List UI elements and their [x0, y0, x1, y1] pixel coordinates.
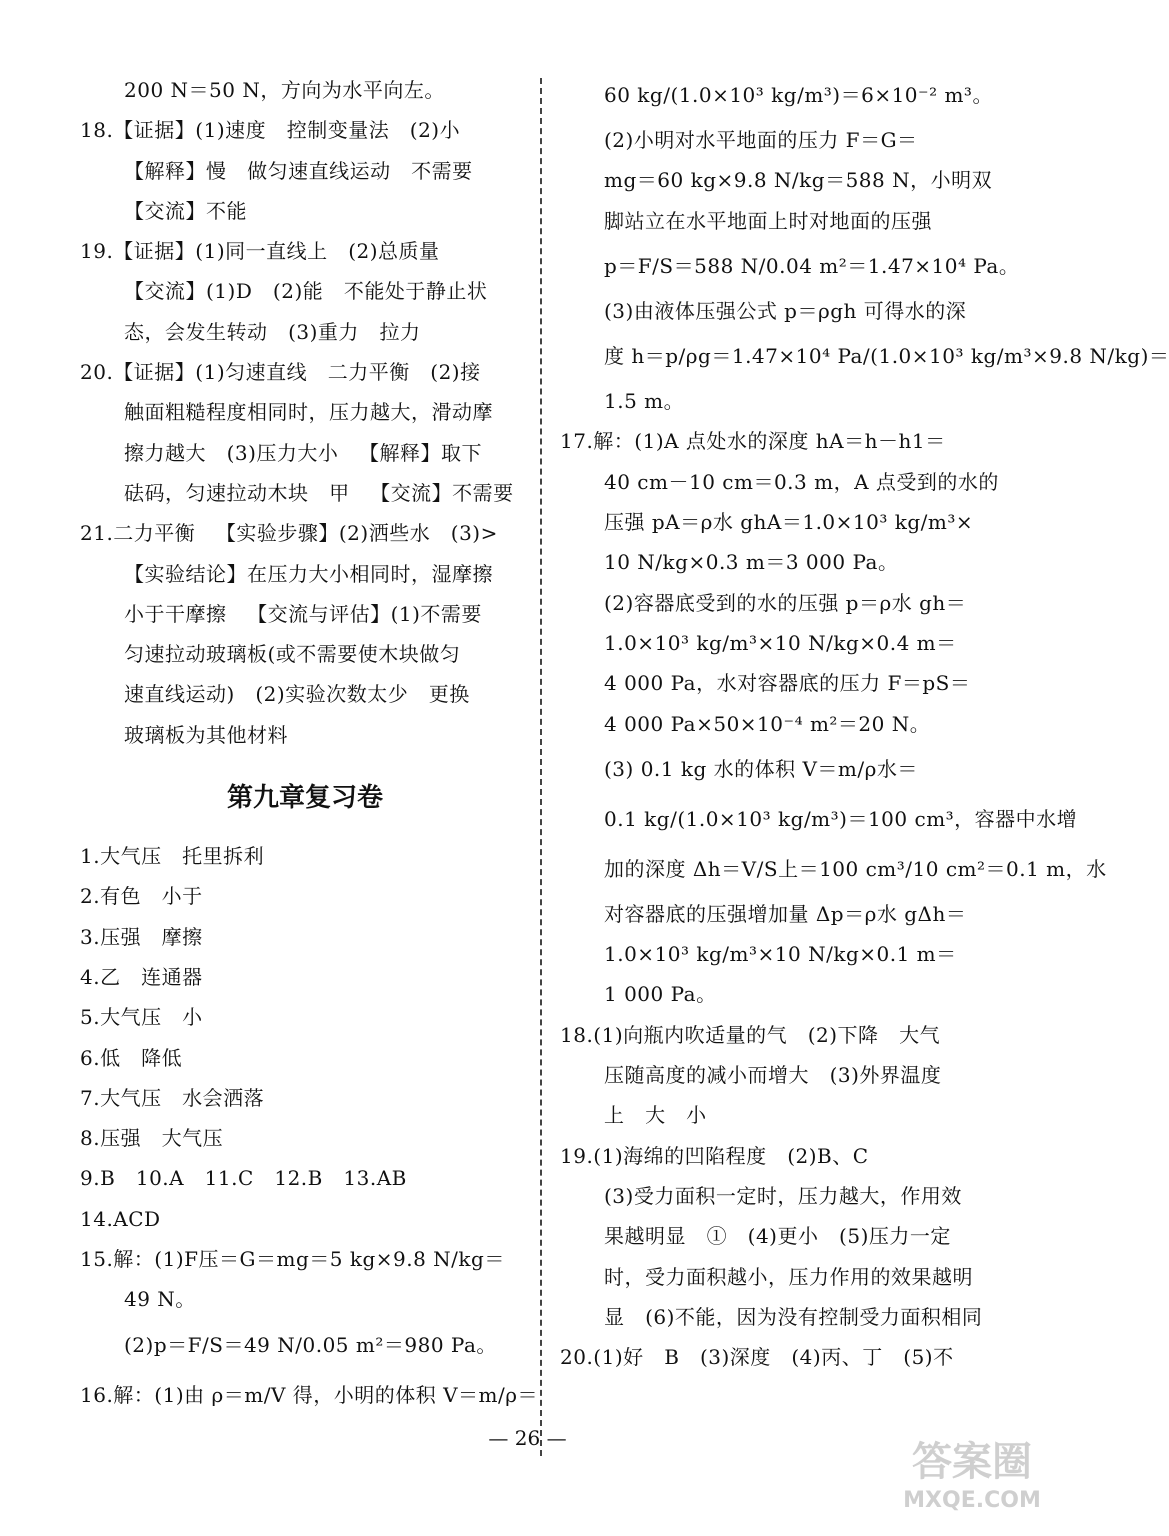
text-line: 压随高度的减小而增大 (3)外界温度: [604, 1063, 942, 1088]
text-line: 【交流】不能: [124, 198, 247, 223]
text-line: 20.(1)好 B (3)深度 (4)丙、丁 (5)不: [560, 1345, 954, 1370]
text-line: 砝码，匀速拉动木块 甲 【交流】不需要: [124, 480, 514, 505]
text-line: 上 大 小: [604, 1103, 707, 1128]
text-line: 5.大气压 小: [80, 1005, 203, 1030]
text-line: 6.低 降低: [80, 1045, 183, 1070]
text-line: 2.有色 小于: [80, 884, 203, 909]
text-line: (2)p＝F/S＝49 N/0.05 m²＝980 Pa。: [124, 1332, 497, 1357]
text-line: (2)小明对水平地面的压力 F＝G＝: [604, 128, 918, 152]
text-line: 态，会发生转动 (3)重力 拉力: [124, 319, 421, 344]
page-number: — 26 —: [488, 1426, 567, 1450]
chapter-title: 第九章复习卷: [226, 783, 383, 814]
text-line: 0.1 kg/(1.0×10³ kg/m³)＝100 cm³，容器中水增: [604, 806, 1078, 831]
text-line: 7.大气压 水会洒落: [80, 1085, 265, 1110]
text-line: 4.乙 连通器: [80, 964, 203, 989]
text-line: 1.0×10³ kg/m³×10 N/kg×0.1 m＝: [604, 942, 957, 967]
text-line: 【交流】(1)D (2)能 不能处于静止状: [124, 279, 488, 304]
text-line: 200 N＝50 N，方向为水平向左。: [124, 78, 445, 102]
text-line: 1.5 m。: [604, 389, 685, 414]
text-line: 14.ACD: [80, 1206, 161, 1231]
text-line: 【实验结论】在压力大小相同时，湿摩擦: [124, 561, 493, 586]
text-line: 20.【证据】(1)匀速直线 二力平衡 (2)接: [80, 360, 481, 385]
text-line: 玻璃板为其他材料: [124, 722, 288, 747]
text-line: 速直线运动) (2)实验次数太少 更换: [124, 682, 470, 707]
text-line: 19.【证据】(1)同一直线上 (2)总质量: [80, 239, 440, 264]
text-line: 4 000 Pa，水对容器底的压力 F＝pS＝: [604, 671, 971, 696]
text-line: 擦力越大 (3)压力大小 【解释】取下: [124, 440, 482, 465]
text-line: p＝F/S＝588 N/0.04 m²＝1.47×10⁴ Pa。: [604, 253, 1020, 278]
text-line: 3.压强 摩擦: [80, 924, 203, 949]
text-line: 度 h＝p/ρg＝1.47×10⁴ Pa/(1.0×10³ kg/m³×9.8 N/kg)＝: [604, 344, 1169, 369]
text-line: (3)受力面积一定时，压力越大，作用效: [604, 1183, 962, 1208]
text-line: 10 N/kg×0.3 m＝3 000 Pa。: [604, 550, 899, 575]
text-line: mg＝60 kg×9.8 N/kg＝588 N，小明双: [604, 168, 993, 193]
text-line: 40 cm－10 cm＝0.3 m，A 点受到的水的: [604, 469, 999, 494]
text-line: 17.解：(1)A 点处水的深度 hA＝h－h1＝: [560, 429, 946, 454]
column-divider: [540, 78, 542, 1456]
text-line: 小于干摩擦 【交流与评估】(1)不需要: [124, 601, 482, 626]
text-line: 4 000 Pa×50×10⁻⁴ m²＝20 N。: [604, 711, 931, 736]
text-line: 时，受力面积越小，压力作用的效果越明: [604, 1264, 973, 1289]
text-line: 18.(1)向瓶内吹适量的气 (2)下降 大气: [560, 1022, 941, 1047]
text-line: 15.解：(1)F压＝G＝mg＝5 kg×9.8 N/kg＝: [80, 1247, 505, 1272]
text-line: 1.0×10³ kg/m³×10 N/kg×0.4 m＝: [604, 630, 957, 655]
watermark-logo: [897, 1438, 1047, 1528]
text-line: 【解释】慢 做匀速直线运动 不需要: [124, 158, 473, 183]
text-line: 21.二力平衡 【实验步骤】(2)洒些水 (3)>: [80, 521, 498, 546]
text-line: 加的深度 Δh＝V/S上＝100 cm³/10 cm²＝0.1 m，水: [604, 856, 1107, 881]
text-line: 19.(1)海绵的凹陷程度 (2)B、C: [560, 1143, 869, 1168]
text-line: 1.大气压 托里拆利: [80, 844, 265, 869]
text-line: 8.压强 大气压: [80, 1126, 224, 1151]
text-line: 9.B 10.A 11.C 12.B 13.AB: [80, 1166, 407, 1191]
text-line: 显 (6)不能，因为没有控制受力面积相同: [604, 1304, 983, 1329]
left-column: [80, 70, 539, 1420]
text-line: 对容器底的压强增加量 Δp＝ρ水 gΔh＝: [604, 901, 967, 926]
text-line: (3) 0.1 kg 水的体积 V＝m/ρ水＝: [604, 756, 918, 781]
text-line: 1 000 Pa。: [604, 982, 717, 1007]
text-line: 果越明显 ① (4)更小 (5)压力一定: [604, 1224, 951, 1249]
text-line: 60 kg/(1.0×10³ kg/m³)＝6×10⁻² m³。: [604, 83, 993, 107]
text-line: (3)由液体压强公式 p＝ρgh 可得水的深: [604, 298, 967, 323]
text-line: 脚站立在水平地面上时对地面的压强: [604, 208, 932, 233]
text-line: (2)容器底受到的水的压强 p＝ρ水 gh＝: [604, 590, 967, 615]
text-line: 49 N。: [124, 1287, 196, 1312]
right-column: [560, 70, 1169, 1377]
watermark-text: 答案圈: [912, 1439, 1032, 1485]
text-line: 匀速拉动玻璃板(或不需要使木块做匀: [124, 642, 461, 667]
text-line: 18.【证据】(1)速度 控制变量法 (2)小: [80, 118, 461, 143]
text-line: 压强 pA＝ρ水 ghA＝1.0×10³ kg/m³×: [604, 510, 974, 535]
watermark-url: MXQE.COM: [903, 1488, 1041, 1513]
text-line: 16.解：(1)由 ρ＝m/V 得，小明的体积 V＝m/ρ＝: [80, 1382, 539, 1407]
text-line: 触面粗糙程度相同时，压力越大，滑动摩: [124, 400, 493, 425]
